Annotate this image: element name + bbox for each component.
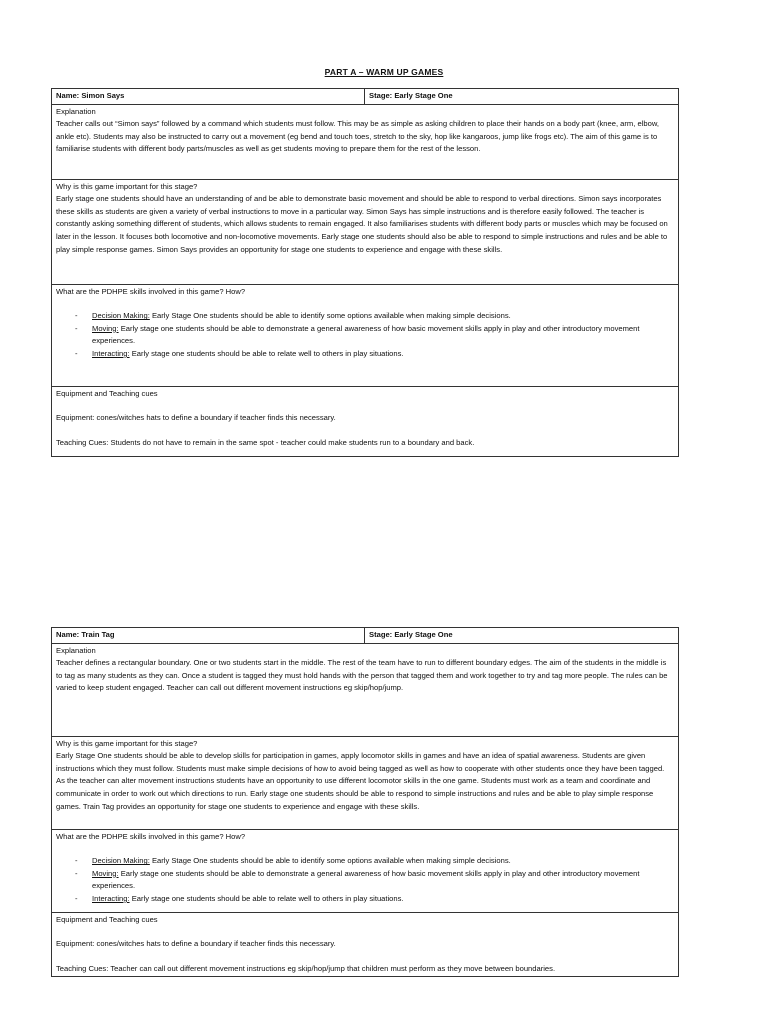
skill-text: Early Stage One students should be able to identify some options available when making simple decisions.: [149, 311, 511, 321]
skill-decision-making: [56, 310, 674, 323]
skill-text: Early stage one students should be able to demonstrate a general awareness of how basic movement skills apply in play and other introductory movement experiences.: [92, 868, 640, 891]
skill-label: Interacting:: [92, 893, 130, 903]
explanation-cell: [52, 104, 679, 179]
explanation-heading: Explanation: [56, 106, 96, 116]
skill-label: Moving:: [92, 323, 119, 333]
why-row: [52, 736, 679, 829]
why-row: [52, 179, 679, 284]
skill-text: Early stage one students should be able to relate well to others in play situations.: [129, 893, 404, 903]
game-table-train-tag: [51, 627, 679, 977]
skill-text: Early stage one students should be able to relate well to others in play situations.: [129, 348, 404, 358]
skill-label: Interacting:: [92, 348, 130, 358]
skills-list: [56, 310, 674, 360]
why-cell: [52, 179, 679, 284]
game-header-row: [52, 89, 679, 105]
equipment-heading: Equipment and Teaching cues: [56, 914, 158, 924]
explanation-cell: [52, 643, 679, 736]
skill-decision-making: [56, 855, 674, 868]
equipment-cell: [52, 912, 679, 977]
spacer: [56, 926, 674, 938]
explanation-text: Teacher defines a rectangular boundary. One or two students start in the middle. The rest of the team have to run to different boundary edges. The aim of the students in the middle is to tag as many students as they can. Once a student is tagged they must hold hands with the person that tagged them and work together to try and tag more people. The rules can be varied to keep student engaged. Teacher can call out different movement instructions eg skip/hop/jump.: [56, 658, 668, 693]
equipment-cell: [52, 386, 679, 456]
teaching-cues-text: Teaching Cues: Students do not have to remain in the same spot - teacher could make students run to a boundary and back.: [56, 437, 475, 447]
why-cell: [52, 736, 679, 829]
skills-heading: What are the PDHPE skills involved in this game? How?: [56, 286, 246, 296]
document-title: PART A – WARM UP GAMES: [324, 67, 444, 77]
skills-list: [56, 855, 674, 905]
skills-row: [52, 829, 679, 912]
teaching-cues-text: Teaching Cues: Teacher can call out different movement instructions eg skip/hop/jump that children must perform as they move between boundaries.: [56, 963, 556, 973]
skill-label: Decision Making:: [92, 856, 150, 866]
skill-interacting: [56, 348, 674, 361]
skills-cell: [52, 829, 679, 912]
why-heading: Why is this game important for this stage?: [56, 738, 198, 748]
spacer: [56, 843, 674, 855]
explanation-row: [52, 104, 679, 179]
equipment-heading: Equipment and Teaching cues: [56, 388, 158, 398]
spacer: [56, 400, 674, 412]
equipment-row: [52, 386, 679, 456]
skill-moving: [56, 323, 674, 348]
skills-row: [52, 284, 679, 386]
why-text: Early Stage One students should be able to develop skills for participation in games, apply locomotor skills in games and have an idea of spatial awareness. Students are given instructions which they must follow. Students must make simple decisions of how to avoid being tagged as well as how to cooperate with other students once they have been tagged. As the teacher can alter movement instructions students have an opportunity to use different locomotor skills in the one game. Students must work as a team and coordinate and communicate in order to work out which directions to run. Early stage one students should be able to respond to simple instructions and rules and be able to play simple response games. Train Tag provides an opportunity for stage one students to experience and engage with these skills.: [56, 751, 665, 811]
explanation-heading: Explanation: [56, 645, 96, 655]
why-heading: Why is this game important for this stage?: [56, 181, 198, 191]
spacer: [56, 425, 674, 437]
equipment-row: [52, 912, 679, 977]
skill-text: Early stage one students should be able to demonstrate a general awareness of how basic movement skills apply in play and other introductory movement experiences.: [92, 323, 640, 346]
game-name: Name: Train Tag: [52, 628, 365, 644]
skill-text: Early Stage One students should be able to identify some options available when making simple decisions.: [149, 856, 511, 866]
skills-cell: [52, 284, 679, 386]
game-name: Name: Simon Says: [52, 89, 365, 105]
spacer: [56, 951, 674, 963]
game-header-row: [52, 628, 679, 644]
explanation-row: [52, 643, 679, 736]
equipment-text: Equipment: cones/witches hats to define a boundary if teacher finds this necessary.: [56, 413, 336, 423]
skills-heading: What are the PDHPE skills involved in this game? How?: [56, 831, 246, 841]
skill-interacting: [56, 893, 674, 906]
game-stage: Stage: Early Stage One: [365, 89, 679, 105]
game-table-simon-says: [51, 88, 679, 457]
skill-moving: [56, 868, 674, 893]
spacer: [56, 298, 674, 310]
skill-label: Moving:: [92, 868, 119, 878]
why-text: Early stage one students should have an understanding of and be able to demonstrate basic movement and should be able to respond to verbal directions. Simon says incorporates these skills as students are given a variety of verbal instructions to move in a particular way. Simon Says has simple instructions and is therefore easily followed. The teacher is constantly asking something different of students, which allows students to remain engaged. It also familiarises students with different body parts or muscles which may be focused on later in the lesson. It focuses both locomotive and non-locomotive movements. Early stage one students should also be able to respond to simple instructions and rules and be able to play simple response games. Simon Says provides an opportunity for stage one students to experience and engage with these skills.: [56, 194, 668, 254]
skill-label: Decision Making:: [92, 311, 150, 321]
game-stage: Stage: Early Stage One: [365, 628, 679, 644]
equipment-text: Equipment: cones/witches hats to define a boundary if teacher finds this necessary.: [56, 939, 336, 949]
explanation-text: Teacher calls out “Simon says” followed by a command which students must follow. This may be as simple as asking children to place their hands on a body part (knee, arm, elbow, ankle etc). Students may also be instructed to carry out a movement (eg bend and touch toes, stretch to the sky, hop like kangaroos, jump like frogs etc). The aim of this game is to familiarise students with different body parts/muscles as well as get students moving to prepare them for the rest of the lesson.: [56, 119, 660, 154]
